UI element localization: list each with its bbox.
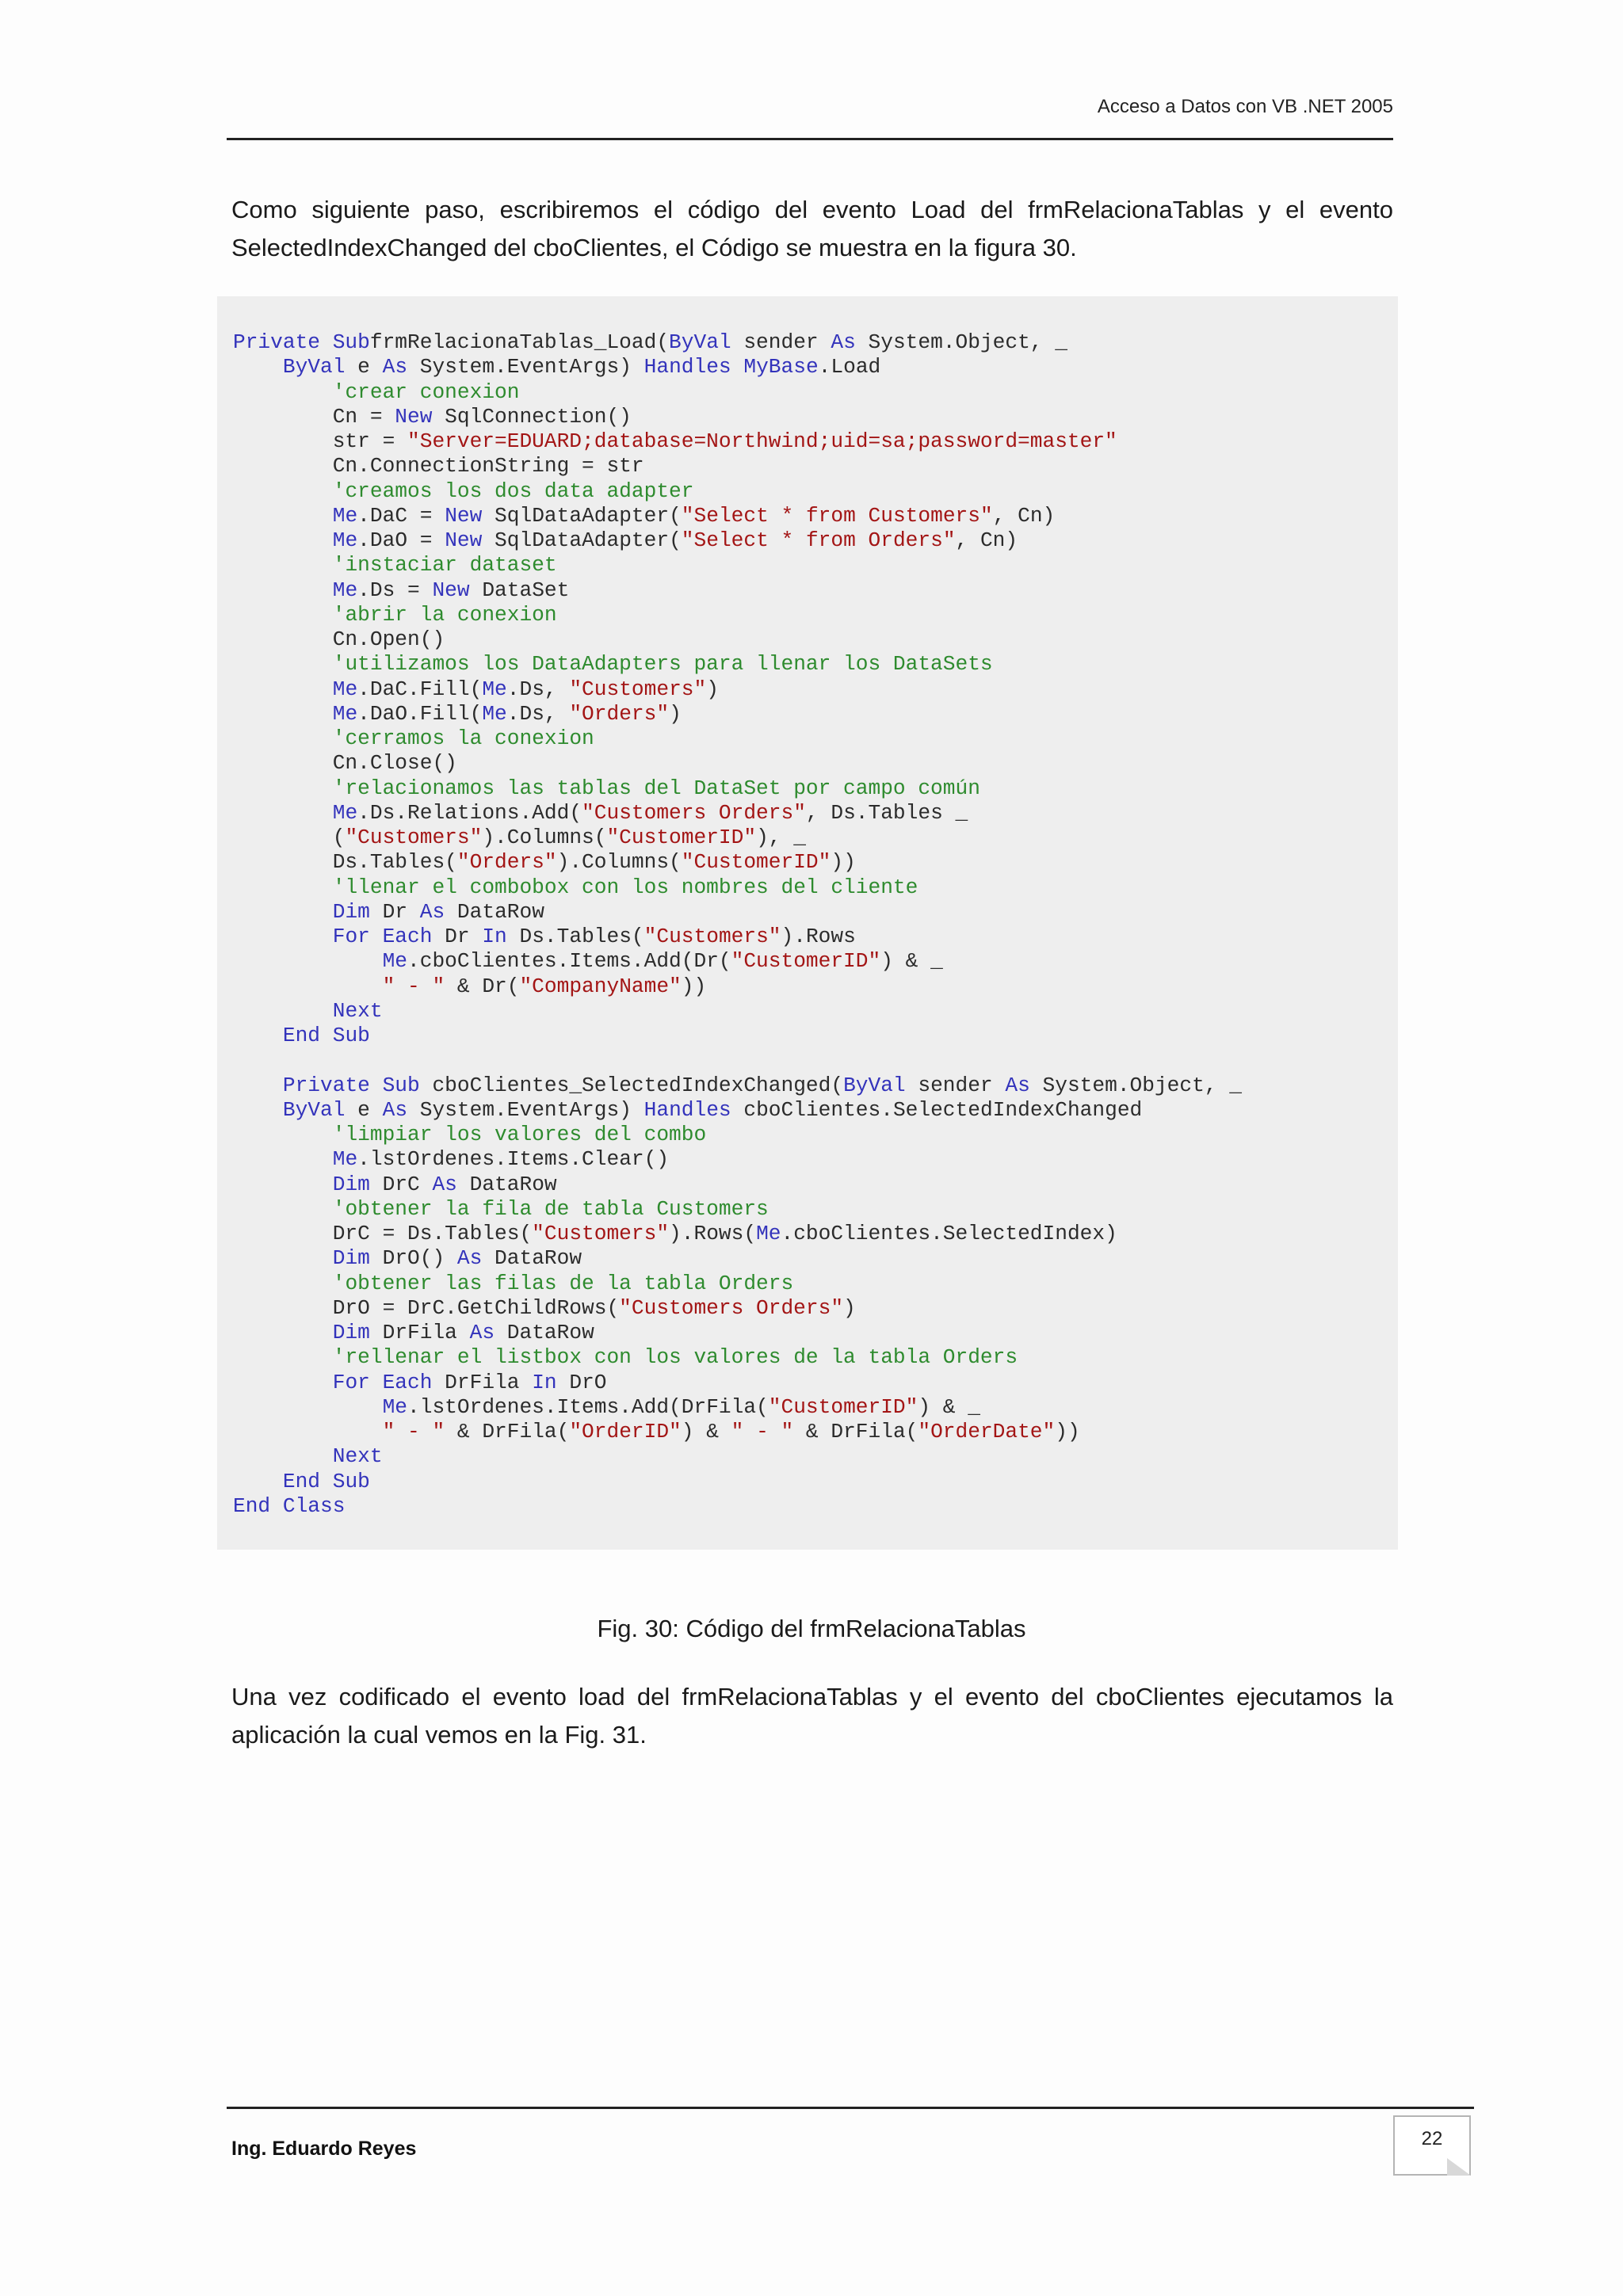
- code-keyword: In: [532, 1370, 557, 1394]
- code-text: ) &: [681, 1420, 731, 1444]
- code-text: [233, 578, 333, 602]
- code-text: [233, 1173, 333, 1196]
- code-text: Cn.ConnectionString = str: [233, 454, 644, 479]
- code-text: [233, 504, 333, 528]
- page-number: 22: [1421, 2128, 1443, 2149]
- code-string: "Server=EDUARD;database=Northwind;uid=sa;password=master": [407, 429, 1117, 453]
- code-keyword: Me: [482, 701, 507, 726]
- code-keyword: Me: [332, 677, 358, 701]
- code-text: Dr: [432, 925, 483, 948]
- code-text: DataRow: [456, 1172, 557, 1196]
- code-text: .Ds,: [506, 701, 570, 726]
- code-comment: 'relacionamos las tablas del DataSet por campo común: [332, 776, 980, 800]
- code-line: [233, 355, 1242, 379]
- code-keyword: As: [432, 1172, 457, 1196]
- code-text: [233, 999, 333, 1023]
- code-keyword: For Each: [332, 1370, 433, 1394]
- code-text: .Load: [818, 355, 881, 379]
- code-text: [233, 1123, 333, 1146]
- code-string: "CompanyName": [519, 974, 682, 998]
- code-text: .Ds.Relations.Add(: [357, 800, 582, 825]
- code-line: [233, 1173, 1242, 1197]
- code-comment: 'rellenar el listbox con los valores de la tabla Orders: [332, 1345, 1018, 1370]
- code-text: System.EventArgs): [407, 1097, 644, 1122]
- page-number-box: [1393, 2115, 1471, 2176]
- code-text: System.EventArgs): [407, 355, 644, 379]
- code-comment: 'utilizamos los DataAdapters para llenar los DataSets: [332, 652, 993, 677]
- code-keyword: Dim: [332, 1321, 370, 1344]
- code-text: ).Rows(: [669, 1222, 757, 1245]
- code-keyword: As: [382, 1097, 408, 1122]
- code-line: [233, 1470, 1242, 1494]
- code-text: [233, 1395, 383, 1419]
- code-string: "Orders": [456, 850, 557, 875]
- outro-paragraph: Una vez codificado el evento load del frmRelacionaTablas y el evento del cboClientes ejecutamos la aplicación la cual vemos en la Fig. 31.: [231, 1683, 1393, 1749]
- code-keyword: Me: [332, 528, 358, 552]
- code-text: [233, 479, 333, 503]
- code-text: & DrFila(: [793, 1420, 918, 1444]
- code-line: [233, 1123, 1242, 1147]
- code-text: (: [233, 826, 346, 849]
- code-string: "Customers": [643, 925, 781, 948]
- code-text: , Cn): [955, 528, 1018, 552]
- code-comment: 'crear conexion: [332, 379, 520, 404]
- code-string: " - ": [382, 974, 445, 998]
- code-line: [233, 751, 1242, 776]
- code-string: "Select * from Customers": [681, 503, 993, 528]
- code-line: [233, 1074, 1242, 1098]
- code-comment: 'creamos los dos data adapter: [332, 479, 694, 503]
- code-text: System.Object, _: [1029, 1073, 1242, 1097]
- code-string: "CustomerID": [606, 826, 757, 849]
- code-string: "Customers": [345, 826, 483, 849]
- code-text: sender: [731, 330, 831, 354]
- code-text: [233, 900, 333, 924]
- code-line: [233, 528, 1242, 553]
- code-text: [233, 776, 333, 800]
- code-keyword: Me: [332, 800, 358, 825]
- code-keyword: ByVal: [843, 1073, 906, 1097]
- code-keyword: ByVal: [282, 1097, 346, 1122]
- code-text: .DaC =: [357, 503, 445, 528]
- code-text: ), _: [756, 826, 806, 849]
- code-text: ) & _: [918, 1394, 980, 1419]
- code-text: [233, 925, 333, 948]
- code-keyword: As: [456, 1246, 483, 1271]
- code-string: "CustomerID": [731, 949, 881, 974]
- code-text: DrO: [556, 1370, 607, 1394]
- code-line: [233, 801, 1242, 826]
- header-rule: [227, 138, 1393, 140]
- code-line: [233, 1024, 1242, 1048]
- code-text: DrC: [369, 1172, 433, 1196]
- code-keyword: Private Sub: [233, 330, 370, 354]
- code-text: [233, 1345, 333, 1369]
- code-comment: 'instaciar dataset: [332, 553, 557, 578]
- code-keyword: New: [445, 528, 483, 552]
- code-line: [233, 1444, 1242, 1469]
- code-text: , Cn): [992, 503, 1056, 528]
- code-listing: [233, 330, 1242, 1519]
- code-text: [233, 875, 333, 899]
- code-keyword: New: [432, 578, 470, 602]
- code-line: [233, 702, 1242, 727]
- code-text: .Ds,: [506, 677, 570, 701]
- code-text: System.Object, _: [855, 330, 1067, 354]
- code-text: DataRow: [445, 899, 544, 924]
- footer-author: Ing. Eduardo Reyes: [231, 2138, 417, 2160]
- code-text: [233, 1024, 283, 1047]
- code-line: [233, 578, 1242, 603]
- code-text: ) & _: [880, 949, 943, 974]
- code-keyword: Me: [382, 1394, 408, 1419]
- code-text: [233, 603, 333, 627]
- code-text: .Ds =: [357, 578, 433, 602]
- code-text: SqlDataAdapter(: [482, 503, 682, 528]
- code-text: [233, 1272, 333, 1295]
- code-line: [233, 603, 1242, 627]
- code-keyword: Dim: [332, 1172, 370, 1196]
- code-keyword: End Class: [233, 1493, 346, 1518]
- code-text: [233, 1444, 333, 1468]
- code-text: SqlConnection(): [432, 404, 632, 429]
- code-line: [233, 677, 1242, 702]
- code-string: "OrderID": [569, 1420, 682, 1444]
- code-keyword: Handles: [643, 1097, 731, 1122]
- code-line: [233, 999, 1242, 1024]
- code-text: [233, 652, 333, 676]
- code-line: [233, 1098, 1242, 1123]
- code-keyword: Private Sub: [282, 1073, 420, 1097]
- code-line: [233, 627, 1242, 652]
- code-text: [233, 949, 383, 973]
- code-text: DrO(): [369, 1246, 457, 1271]
- code-text: [233, 974, 383, 998]
- code-text: cboClientes_SelectedIndexChanged(: [419, 1073, 844, 1097]
- code-keyword: Me: [382, 949, 408, 974]
- code-keyword: Me: [332, 1147, 358, 1172]
- code-text: [233, 1321, 333, 1344]
- code-line: [233, 727, 1242, 751]
- code-text: ).Rows: [781, 925, 856, 948]
- footer-rule: [227, 2107, 1474, 2109]
- code-line: [233, 900, 1242, 925]
- code-keyword: As: [382, 355, 408, 379]
- code-string: "CustomerID": [681, 850, 831, 875]
- code-text: Ds.Tables(: [233, 850, 457, 875]
- code-text: , Ds.Tables _: [805, 800, 968, 825]
- code-line: [233, 1420, 1242, 1444]
- code-keyword: Dim: [332, 1246, 370, 1271]
- code-comment: 'limpiar los valores del combo: [332, 1123, 707, 1146]
- code-line: [233, 479, 1242, 504]
- code-keyword: Next: [332, 998, 383, 1023]
- code-keyword: End Sub: [282, 1469, 370, 1493]
- code-line: [233, 1395, 1242, 1420]
- code-line: [233, 429, 1242, 454]
- code-text: DrC = Ds.Tables(: [233, 1222, 533, 1245]
- code-text: [233, 1246, 333, 1270]
- page-curl-icon: [1447, 2158, 1471, 2176]
- code-text: str =: [233, 429, 408, 453]
- code-text: [233, 1147, 333, 1171]
- code-keyword: Me: [332, 503, 358, 528]
- code-text: ).Columns(: [482, 826, 607, 849]
- code-string: "Select * from Orders": [681, 528, 956, 552]
- running-header-title: Acceso a Datos con VB .NET 2005: [1097, 96, 1393, 117]
- code-string: "Orders": [569, 701, 670, 726]
- code-keyword: Me: [332, 578, 358, 602]
- code-line: [233, 1197, 1242, 1222]
- code-text: DrO = DrC.GetChildRows(: [233, 1295, 620, 1320]
- code-text: Cn.Close(): [233, 751, 457, 776]
- code-text: [233, 355, 283, 379]
- code-line: [233, 405, 1242, 429]
- code-line: [233, 1048, 1242, 1073]
- code-text: [233, 1074, 283, 1097]
- code-text: [233, 553, 333, 577]
- code-line: [233, 1222, 1242, 1246]
- code-keyword: Me: [332, 701, 358, 726]
- code-text: )): [681, 974, 707, 998]
- code-text: .cboClientes.Items.Add(Dr(: [407, 949, 731, 974]
- code-text: SqlDataAdapter(: [482, 528, 682, 552]
- code-line: [233, 974, 1242, 999]
- code-text: [233, 801, 333, 825]
- code-line: [233, 1321, 1242, 1345]
- code-string: "Customers": [532, 1222, 670, 1245]
- code-text: .lstOrdenes.Items.Add(DrFila(: [407, 1394, 769, 1419]
- code-listing-box: [217, 296, 1398, 1550]
- code-comment: 'cerramos la conexion: [332, 727, 594, 750]
- code-string: "OrderDate": [918, 1420, 1056, 1444]
- code-text: .DaC.Fill(: [357, 677, 483, 701]
- code-string: "Customers Orders": [582, 800, 806, 825]
- code-line: [233, 454, 1242, 479]
- code-line: [233, 1345, 1242, 1370]
- code-text: )): [831, 850, 856, 875]
- code-text: .lstOrdenes.Items.Clear(): [357, 1147, 670, 1172]
- code-text: cboClientes.SelectedIndexChanged: [731, 1097, 1143, 1122]
- code-line: [233, 925, 1242, 949]
- code-text: [233, 727, 333, 750]
- code-line: [233, 1147, 1242, 1172]
- code-text: DrFila: [369, 1321, 470, 1344]
- code-keyword: As: [469, 1321, 495, 1344]
- code-text: e: [345, 1097, 383, 1122]
- code-text: ): [843, 1295, 856, 1320]
- code-text: )): [1055, 1420, 1080, 1444]
- code-keyword: Handles: [643, 355, 731, 379]
- code-line: [233, 875, 1242, 900]
- code-line: [233, 380, 1242, 405]
- code-string: " - ": [731, 1420, 794, 1444]
- code-text: Cn.Open(): [233, 627, 445, 651]
- code-text: [233, 677, 333, 701]
- code-text: ): [706, 677, 719, 701]
- code-string: " - ": [382, 1420, 445, 1444]
- code-line: [233, 826, 1242, 850]
- code-keyword: New: [445, 503, 483, 528]
- code-comment: 'abrir la conexion: [332, 602, 557, 627]
- code-line: [233, 1296, 1242, 1321]
- code-comment: 'llenar el combobox con los nombres del cliente: [332, 875, 918, 899]
- code-text: [233, 528, 333, 552]
- code-text: [233, 380, 333, 404]
- code-text: .DaO.Fill(: [357, 701, 483, 726]
- code-text: DataRow: [482, 1246, 582, 1271]
- code-text: DataSet: [469, 578, 570, 602]
- code-line: [233, 776, 1242, 801]
- code-text: [233, 1470, 283, 1493]
- code-text: [233, 1098, 283, 1122]
- code-comment: 'obtener las filas de la tabla Orders: [332, 1271, 794, 1295]
- code-line: [233, 504, 1242, 528]
- code-keyword: ByVal: [282, 355, 346, 379]
- code-line: [233, 1246, 1242, 1271]
- code-text: frmRelacionaTablas_Load(: [369, 330, 670, 354]
- figure-caption: Fig. 30: Código del frmRelacionaTablas: [597, 1615, 1026, 1642]
- code-text: [233, 702, 333, 726]
- code-line: [233, 850, 1242, 875]
- code-string: "CustomerID": [768, 1394, 918, 1419]
- code-keyword: New: [395, 404, 433, 429]
- code-line: [233, 949, 1242, 974]
- code-keyword: As: [831, 330, 856, 354]
- code-keyword: Dim: [332, 899, 370, 924]
- code-text: e: [345, 355, 383, 379]
- code-keyword: For Each: [332, 925, 433, 948]
- code-keyword: MyBase: [743, 355, 819, 379]
- code-text: .cboClientes.SelectedIndex): [781, 1222, 1117, 1245]
- code-line: [233, 1494, 1242, 1519]
- code-text: & Dr(: [445, 974, 520, 998]
- intro-paragraph: Como siguiente paso, escribiremos el código del evento Load del frmRelacionaTablas y el evento SelectedIndexChanged del cboClientes, el Código se muestra en la figura 30.: [231, 196, 1393, 261]
- code-keyword: ByVal: [669, 330, 731, 354]
- code-comment: 'obtener la fila de tabla Customers: [332, 1196, 769, 1221]
- code-line: [233, 330, 1242, 355]
- code-text: [731, 355, 744, 379]
- code-text: Dr: [369, 899, 420, 924]
- code-text: sender: [905, 1073, 1006, 1097]
- code-text: .DaO =: [357, 528, 445, 552]
- code-keyword: As: [1005, 1073, 1030, 1097]
- code-text: ).Columns(: [556, 850, 682, 875]
- code-text: Cn =: [233, 404, 395, 429]
- code-line: [233, 1371, 1242, 1395]
- code-keyword: As: [419, 899, 445, 924]
- code-line: [233, 553, 1242, 578]
- code-keyword: Me: [756, 1222, 781, 1245]
- code-text: [233, 1420, 383, 1444]
- code-text: [233, 1371, 333, 1394]
- code-text: [233, 1197, 333, 1221]
- code-string: "Customers Orders": [619, 1295, 844, 1320]
- code-keyword: Me: [482, 677, 507, 701]
- code-keyword: In: [482, 925, 507, 948]
- code-text: Ds.Tables(: [506, 925, 644, 948]
- code-string: "Customers": [569, 677, 707, 701]
- code-text: DataRow: [495, 1321, 594, 1344]
- code-line: [233, 652, 1242, 677]
- code-keyword: End Sub: [282, 1024, 370, 1047]
- code-text: DrFila: [432, 1370, 533, 1394]
- code-keyword: Next: [332, 1444, 383, 1469]
- code-line: [233, 1272, 1242, 1296]
- code-text: & DrFila(: [445, 1420, 570, 1444]
- code-text: ): [669, 701, 682, 726]
